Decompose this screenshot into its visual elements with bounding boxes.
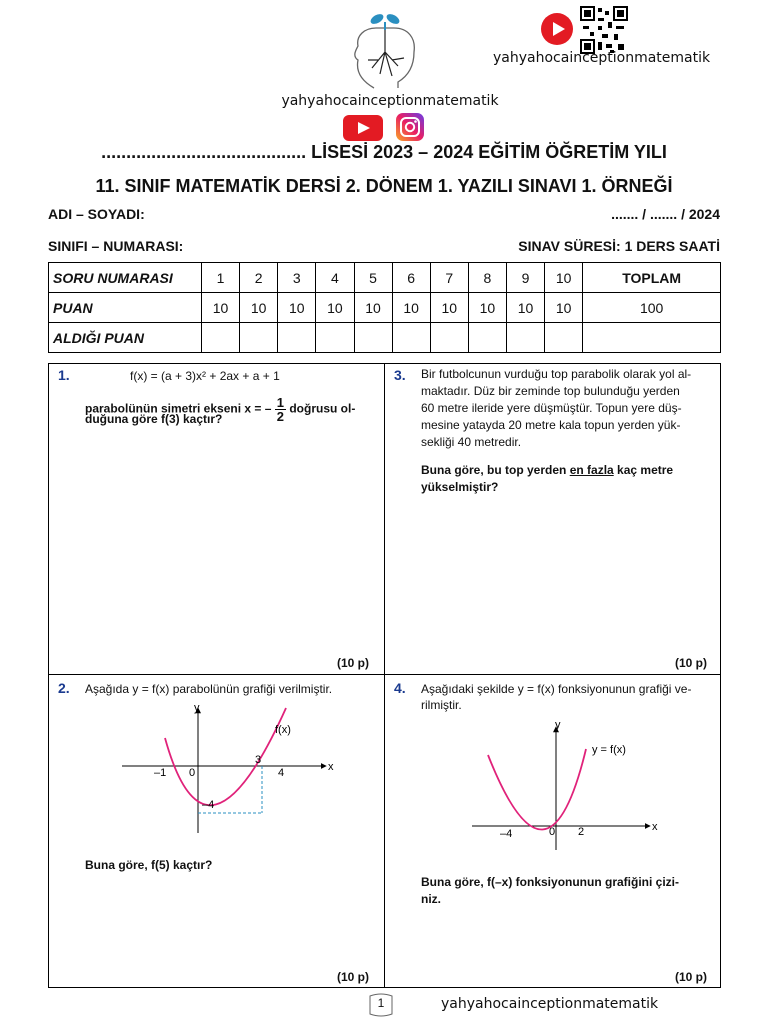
score-table: [48, 262, 721, 353]
table-cell: 7: [430, 263, 468, 293]
question-2-graph: [118, 698, 340, 848]
instagram-icon[interactable]: [396, 113, 424, 141]
question-4-question-2: niz.: [421, 892, 441, 906]
q3-line: maktadır. Düz bir zeminde top bulunduğu yerden: [421, 384, 680, 398]
q1-text-b: doğrusu ol-: [289, 401, 356, 416]
youtube-button-icon[interactable]: [343, 115, 383, 141]
question-1-number: 1.: [58, 367, 70, 383]
qr-code-icon[interactable]: [580, 6, 628, 54]
score-input-cell[interactable]: [278, 323, 316, 353]
table-cell: 4: [316, 263, 354, 293]
one-half-fraction: [275, 396, 286, 423]
q3-line: Bir futbolcunun vurduğu top parabolik olarak yol al-: [421, 367, 692, 381]
total-header: TOPLAM: [583, 263, 721, 293]
table-cell: 10: [354, 293, 392, 323]
table-cell: 10: [545, 263, 583, 293]
table-cell: 8: [468, 263, 506, 293]
frac-num: 1: [276, 395, 284, 410]
q4-x-label: x: [652, 821, 658, 833]
question-3-points: (10 p): [675, 656, 708, 670]
question-4-number: 4.: [394, 680, 406, 696]
q4-tick-neg4: –4: [500, 828, 513, 840]
q4-y-label: y: [555, 719, 561, 731]
q2-x-label: x: [328, 761, 334, 773]
q2-parabola: [165, 708, 286, 805]
q4-parabola: [488, 749, 586, 830]
q1-text-a: parabolünün simetri ekseni x = –: [85, 401, 272, 416]
q3-line: mesine yatayda 20 metre kala topun yerden yük-: [421, 418, 681, 432]
score-input-cell[interactable]: [545, 323, 583, 353]
q3-q-b: kaç metre: [617, 463, 674, 477]
date-field: ....... / ....... / 2024: [611, 206, 720, 222]
brand-name-center: yahyahocainceptionmatematik: [281, 93, 499, 109]
exam-title: 11. SINIF MATEMATİK DERSİ 2. DÖNEM 1. YAZILI SINAVI 1. ÖRNEĞİ: [95, 176, 673, 196]
question-4-graph: [468, 715, 668, 855]
table-cell: 1: [202, 263, 240, 293]
score-input-cell[interactable]: [583, 323, 721, 353]
score-input-cell[interactable]: [240, 323, 278, 353]
score-input-cell[interactable]: [468, 323, 506, 353]
name-label: ADI – SOYADI:: [48, 206, 145, 222]
question-1-formula: f(x) = (a + 3)x² + 2ax + a + 1: [130, 369, 280, 383]
table-cell: 10: [240, 293, 278, 323]
score-input-cell[interactable]: [354, 323, 392, 353]
score-input-cell[interactable]: [430, 323, 468, 353]
table-cell: 10: [468, 293, 506, 323]
table-row: [49, 263, 721, 293]
table-cell: 9: [507, 263, 545, 293]
question-number-header: SORU NUMARASI: [49, 263, 202, 293]
question-4-points: (10 p): [675, 970, 708, 984]
brand-name-top: yahyahocainceptionmatematik: [493, 50, 711, 66]
class-label: SINIFI – NUMARASI:: [48, 238, 184, 254]
q2-tick-neg4: –4: [202, 799, 215, 811]
q4-tick-0: 0: [549, 826, 556, 838]
school-year-title: ......................................... LİSESİ 2023 – 2024 EĞİTİM ÖĞRETİM YILI: [101, 142, 667, 162]
q2-tick-3: 3: [255, 754, 262, 766]
question-3-question: [421, 462, 673, 479]
q3-line: 60 metre ileride yere düşmüştür. Topun yere düş-: [421, 401, 682, 415]
question-1-points: (10 p): [337, 656, 370, 670]
q3-line: sekliği 40 metredir.: [421, 435, 522, 449]
table-cell: 6: [392, 263, 430, 293]
received-points-header: ALDIĞI PUAN: [49, 323, 202, 353]
table-cell: 10: [545, 293, 583, 323]
duration-label: SINAV SÜRESİ: 1 DERS SAATİ: [518, 238, 720, 254]
question-3-number: 3.: [394, 367, 406, 383]
frac-den: 2: [276, 409, 284, 424]
question-4-intro-1: Aşağıdaki şekilde y = f(x) fonksiyonunun grafiği ve-: [421, 682, 692, 696]
table-cell: 10: [430, 293, 468, 323]
table-cell: 10: [202, 293, 240, 323]
table-cell: 5: [354, 263, 392, 293]
table-cell: 10: [507, 293, 545, 323]
question-3-text: [421, 366, 691, 451]
q4-tick-2: 2: [578, 826, 585, 838]
q4-fx-label: y = f(x): [592, 744, 626, 756]
question-2-number: 2.: [58, 680, 70, 696]
q2-tick-neg1: –1: [154, 767, 167, 779]
brand-name-footer: yahyahocainceptionmatematik: [441, 996, 659, 1012]
table-row: [49, 293, 721, 323]
question-2-points: (10 p): [337, 970, 370, 984]
score-input-cell[interactable]: [392, 323, 430, 353]
points-header: PUAN: [49, 293, 202, 323]
q2-tick-0: 0: [189, 767, 196, 779]
question-2-question: Buna göre, f(5) kaçtır?: [85, 858, 213, 872]
total-points-cell: 100: [583, 293, 721, 323]
page-number: 1: [377, 996, 385, 1010]
youtube-icon[interactable]: [540, 12, 574, 46]
question-4-intro-2: rilmiştir.: [421, 698, 462, 712]
q2-tick-4: 4: [278, 767, 285, 779]
table-row: [49, 323, 721, 353]
q3-underlined: en fazla: [569, 463, 614, 477]
score-input-cell[interactable]: [316, 323, 354, 353]
table-cell: 2: [240, 263, 278, 293]
score-input-cell[interactable]: [202, 323, 240, 353]
table-cell: 3: [278, 263, 316, 293]
score-input-cell[interactable]: [507, 323, 545, 353]
question-3-question-c: yükselmiştir?: [421, 480, 499, 494]
q2-fx-label: f(x): [275, 724, 291, 736]
table-cell: 10: [392, 293, 430, 323]
table-cell: 10: [278, 293, 316, 323]
question-2-intro: Aşağıda y = f(x) parabolünün grafiği verilmiştir.: [85, 682, 333, 696]
question-1-text-c: duğuna göre f(3) kaçtır?: [85, 412, 223, 426]
tree-head-logo-icon: [350, 10, 420, 90]
question-4-question-1: Buna göre, f(–x) fonksiyonunun grafiğini çizi-: [421, 875, 680, 889]
table-cell: 10: [316, 293, 354, 323]
q2-y-label: y: [194, 702, 200, 714]
q3-q-a: Buna göre, bu top yerden: [421, 463, 567, 477]
